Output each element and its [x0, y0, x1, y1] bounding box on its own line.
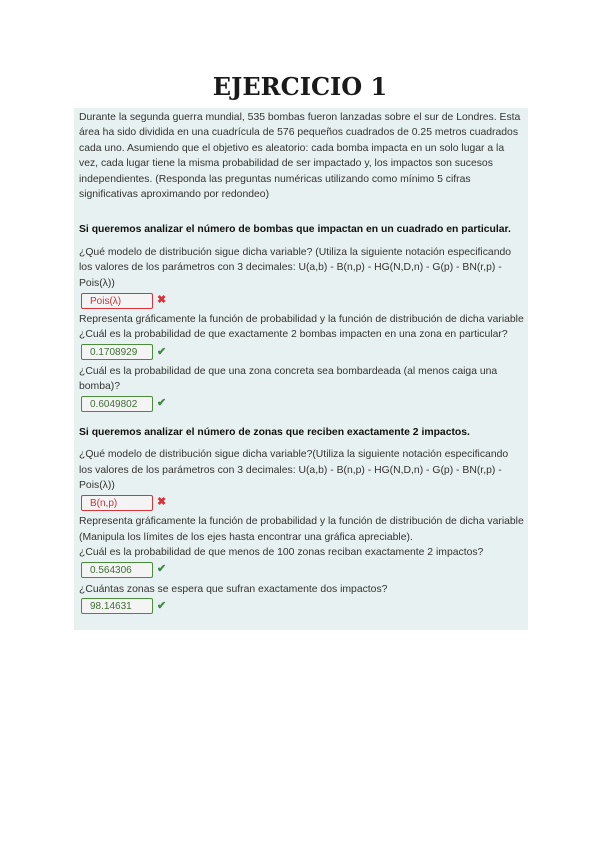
section-2-heading: Si queremos analizar el número de zonas que reciben exactamente 2 impactos. [79, 426, 470, 438]
section-2-answer-1-row [79, 493, 524, 512]
section-1-question-2: Representa gráficamente la función de probabilidad y la función de distribución de dicha variable [79, 314, 524, 326]
section-1-question-1: ¿Qué modelo de distribución sigue dicha variable? (Utiliza la siguiente notación especificando los valores de los parámetros con 3 decimales: U(a,b) - B(n,p) - HG(N,D,n) - G(p) - BN(r,p) - Pois(λ)) [79, 246, 512, 289]
section-2-question-2: Representa gráficamente la función de probabilidad y la función de distribución de dicha variable (Manipula los límites de los ejes hasta encontrar una gráfica apreciable). [79, 516, 524, 543]
section-1-answer-1-field[interactable]: Pois(λ) [81, 293, 153, 309]
section-1-question-4: ¿Cuál es la probabilidad de que una zona concreta sea bombardeada (al menos caiga una bomba)? [79, 365, 498, 393]
incorrect-icon: ✖ [157, 496, 167, 509]
section-1-heading: Si queremos analizar el número de bombas que impactan en un cuadrado en particular. [79, 224, 511, 236]
correct-icon: ✔ [157, 563, 167, 576]
correct-icon: ✔ [157, 397, 167, 410]
incorrect-icon: ✖ [157, 293, 167, 306]
section-1-question-3: ¿Cuál es la probabilidad de que exactamente 2 bombas impacten en una zona en particular? [79, 329, 508, 341]
section-2-answer-1-field[interactable]: B(n,p) [81, 495, 153, 511]
correct-icon: ✔ [157, 599, 167, 612]
intro-text: Durante la segunda guerra mundial, 535 bombas fueron lanzadas sobre el sur de Londres. Esta área ha sido dividida en una cuadrícula de 576 pequeños cuadrados de 0.25 metros cuadrados cada uno. Asumiendo que el objetivo es aleatorio: cada bomba impacta en un solo lugar a la vez, cada lugar tiene la misma probabilidad de ser impactado y, los impactos son sucesos independientes. (Responda las preguntas numéricas utilizando como mínimo 5 cifras significativas aproximando por redondeo) [79, 112, 521, 201]
section-2-answer-4-row [79, 597, 524, 616]
correct-icon: ✔ [157, 345, 167, 358]
exercise-panel [74, 108, 528, 630]
section-2-answer-4-field[interactable]: 98.14631 [81, 598, 153, 614]
section-2-question-3: ¿Cuál es la probabilidad de que menos de 100 zonas reciban exactamente 2 impactos? [79, 547, 484, 559]
section-2-question-4: ¿Cuántas zonas se espera que sufran exactamente dos impactos? [79, 583, 388, 595]
section-1-answer-3-row [79, 343, 524, 362]
section-1-answer-3-field[interactable]: 0.1708929 [81, 344, 153, 360]
section-1-answer-1-row [79, 291, 524, 310]
page-title: EJERCICIO 1 [212, 72, 388, 101]
section-1-answer-4-field[interactable]: 0.6049802 [81, 396, 153, 412]
section-2-question-1: ¿Qué modelo de distribución sigue dicha variable?(Utiliza la siguiente notación especificando los valores de los parámetros con 3 decimales: U(a,b) - B(n,p) - HG(N,D,n) - G(p) - BN(r,p) - Pois(λ)) [79, 449, 509, 491]
section-1-answer-4-row [79, 395, 524, 414]
section-2-answer-3-row [79, 561, 524, 580]
section-2-answer-3-field[interactable]: 0.564306 [81, 562, 153, 578]
